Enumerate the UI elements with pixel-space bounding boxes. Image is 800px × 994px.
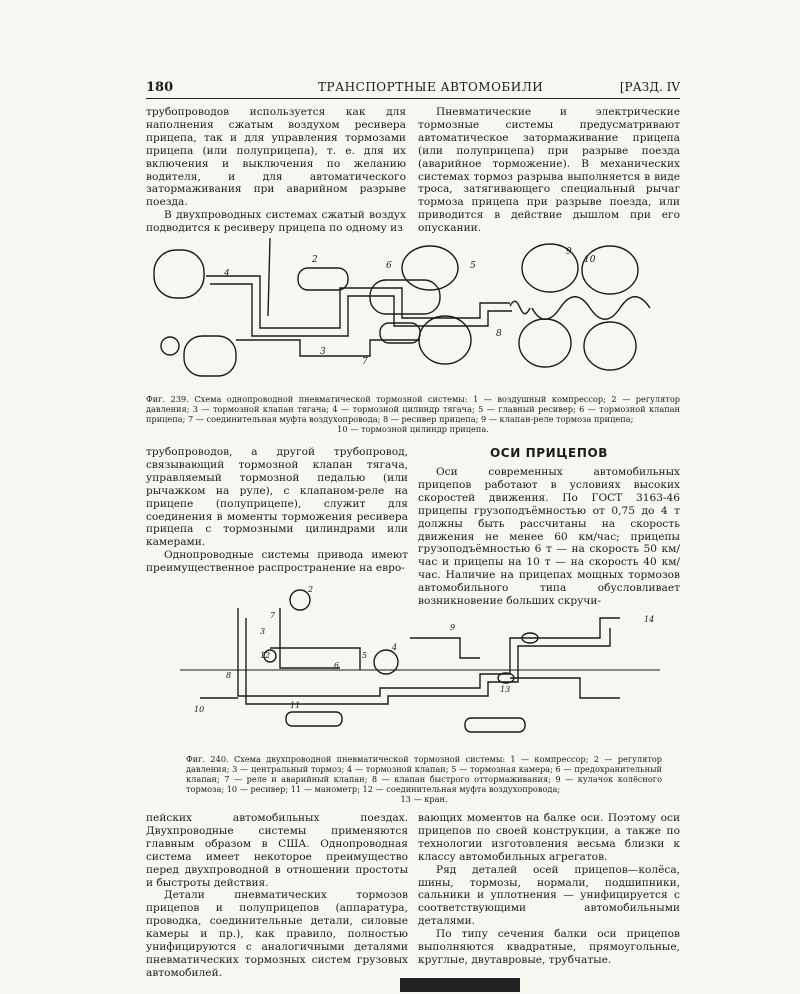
middle-left-column [146,446,408,575]
fig239-label: 4 [224,269,230,279]
compressor [290,590,310,610]
brake-chamber [519,319,571,367]
brake-chamber [584,322,636,370]
paragraph: Оси современных автомобильных прицепов работают в условиях высоких скоростей движения. По ГОСТ 3163-46 прицепы грузоподъёмностью от 0,75 до 4 т должны быть рассчитаны на скорость движения не менее 60 км/час; прицепы грузоподъёмностью 6 т — на скорость 50 км/час и прицепы на 10 т — на скорость 40 км/час. Наличие на прицепах мощных тормозов автомобильного типа обусловливает возникновение больших скручи- [418,466,680,608]
paragraph: пейских автомобильных поездах. Двухпроводные системы применяются главным образом в США. Однопроводная система имеет некоторое преимущество перед двухпроводной в отношении простоты и быстроты действия. [146,812,408,889]
fig239-label: 5 [470,261,476,271]
figure-240-caption [186,754,662,804]
running-title: ТРАНСПОРТНЫЕ АВТОМОБИЛИ [318,80,544,94]
brake-chamber [419,316,471,364]
fig240-label: 5 [362,651,368,660]
wheel-hub [161,337,179,355]
paragraph: Пневматические и электрические тормозные системы предусматривают автоматическое затормаживание прицепа (или полуприцепа) при разрыве поезда (аварийное торможение). В механических системах тормоз разрыва выполняется в виде троса, затягивающего специальный рычаг тормоза прицепа при разрыве поезда, или приводится в действие дышлом при его опускании. [418,106,680,235]
paragraph: По типу сечения балки оси прицепов выполняются квадратные, прямоугольные, круглые, двутавровые, трубчатые. [418,928,680,966]
fig240-label: 7 [270,611,276,620]
components [264,590,538,683]
running-header [146,80,680,98]
wheel-brake-drum [154,250,204,298]
figure-240-diagram [180,578,660,748]
caption-end: 13 — кран. [400,794,448,804]
paragraph: трубопроводов, а другой трубопровод, связывающий тормозной клапан тягача, управляемый тормозной педалью (или рычажком на руле), с клапаном-реле на прицепе (полуприцепе), служит для соединения в моменты торможения ресивера прицепа с тормозными цилиндрами или камерами. [146,446,408,549]
figure-239-caption [146,394,680,434]
bottom-right-column [418,812,680,967]
receiver [286,712,342,726]
fig239-label: 6 [386,261,392,271]
section-label: [РАЗД. IV [619,80,680,94]
fig240-label: 2 [308,585,314,594]
fig239-label: 10 [584,255,596,265]
receivers [286,712,525,732]
paragraph: трубопроводов используется как для наполнения сжатым воздухом ресивера прицепа, так и для управления тормозами прицепа (или полуприцепа), т. е. для их включения и выключения по желанию водителя, и для автоматического затормаживания при аварийном разрыве поезда. [146,106,406,209]
paragraph: Ряд деталей осей прицепов—колёса, шины, тормозы, нормали, подшипники, сальники и уплотнения — унифицируется с соответствующими автомобильными деталями. [418,863,680,928]
paragraph: Однопроводные системы привода имеют преимущественное распространение на евро- [146,549,408,575]
fig240-label: 6 [334,661,340,670]
bottom-left-column [146,812,408,980]
fig240-label: 9 [450,623,456,632]
caption-text: Фиг. 240. Схема двухпроводной пневматической тормозной системы: 1 — компрессор; 2 — регулятор давления; 3 — центральный тормоз; 4 — тормозной клапан; 5 — тормозная камера; 6 — предохранительный клапан; 7 — реле и аварийный клапан; 8 — клапан быстрого оттормаживания; 9 — кулачок колёсного тормоза; 10 — ресивер; 11 — манометр; 12 — соединительная муфта воздухопровода; [186,754,662,794]
compressor [298,268,348,290]
fig239-label: 9 [566,247,572,257]
figure-239-diagram [140,228,688,388]
compressor-and-receiver [298,268,440,343]
fig240-label: 14 [644,615,655,624]
receiver [465,718,525,732]
caption-end: 10 — тормозной цилиндр прицепа. [337,424,489,434]
scan-edge-mark [400,978,520,992]
top-left-column [146,106,406,235]
fig239-label: 8 [496,329,502,339]
header-rule [146,98,680,99]
fig240-label: 3 [260,627,266,636]
fig240-label: 10 [194,705,205,714]
fig239-label: 2 [312,255,318,265]
brake-chamber [582,246,638,294]
fig240-label: 12 [260,651,271,660]
paragraph: Детали пневматических тормозов прицепов и полуприцепов (аппаратура, проводка, соединительные детали, силовые камеры и пр.), как правило, полностью унифицируются с аналогичными деталями пневматических тормозных систем грузовых автомобилей. [146,889,408,979]
paragraph: В двухпроводных системах сжатый воздух подводится к ресиверу прицепа по одному из [146,209,406,235]
page-number: 180 [146,80,174,95]
caption-text: Фиг. 239. Схема однопроводной пневматической тормозной системы: 1 — воздушный компрессор; 2 — регулятор давления; 3 — тормозной клапан тягача; 4 — тормозной цилиндр тягача; 5 — главный ресивер; 6 — тормозной клапан прицепа; 7 — соединительная муфта воздухопровода; 8 — ресивер прицепа; 9 — клапан-реле тормоза прицепа; [146,394,680,424]
wheel-brake-drum [184,336,236,376]
fig240-label: 4 [392,643,398,652]
brake-chamber [402,246,458,290]
section-heading: ОСИ ПРИЦЕПОВ [489,446,609,460]
fig240-label: 11 [290,701,301,710]
fig240-label: 13 [500,685,511,694]
paragraph: вающих моментов на балке оси. Поэтому оси прицепов по своей конструкции, а также по технологии изготовления весьма близки к классу автомобильных агрегатов. [418,812,680,863]
fig239-label: 3 [320,347,326,357]
fig239-label: 7 [362,357,368,367]
fig240-label: 8 [226,671,232,680]
top-right-column [418,106,680,235]
main-receiver [370,280,440,314]
